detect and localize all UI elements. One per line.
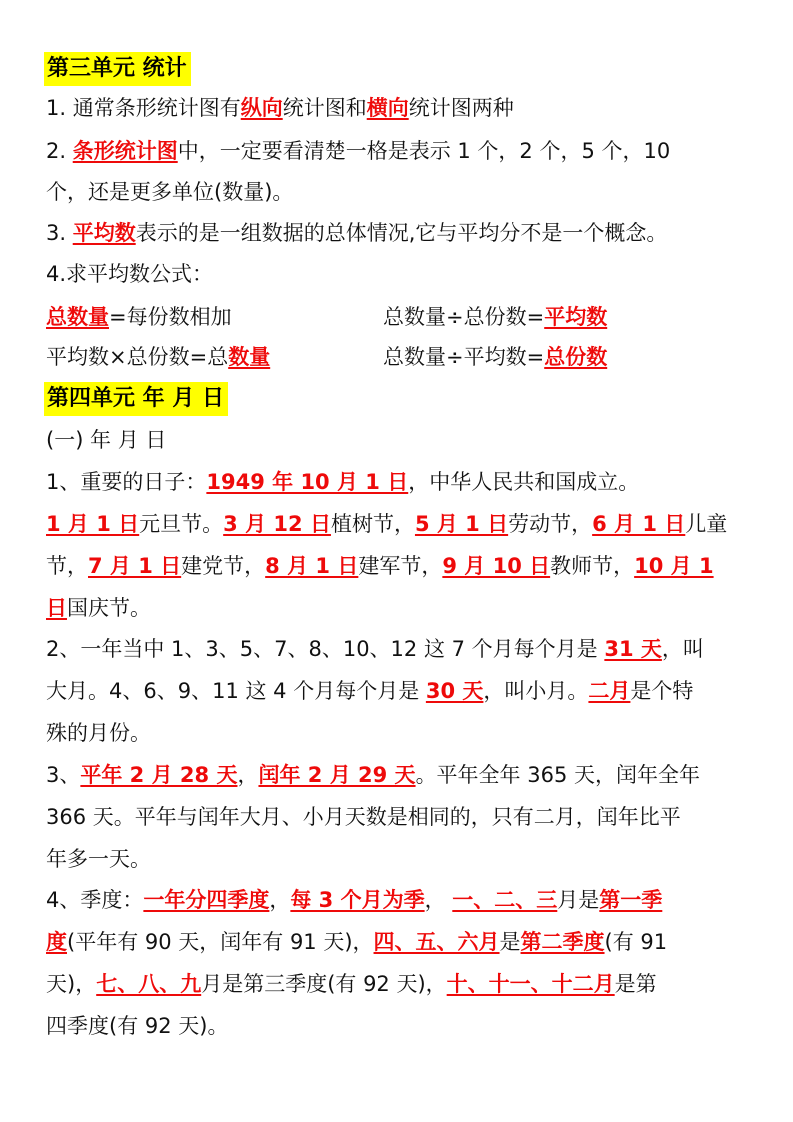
- text: 大月。4、6、9、11 这 4 个月每个月是: [46, 679, 426, 703]
- text: 劳动节，: [508, 512, 593, 536]
- keyword: 总数量: [46, 305, 109, 329]
- text: 2.: [46, 139, 73, 163]
- keyword: 5 月 1 日: [414, 512, 509, 536]
- season-line-3: [46, 969, 766, 999]
- keyword: 一年分四季度: [143, 888, 270, 912]
- keyword: 平均数: [72, 221, 136, 245]
- text: 节，: [46, 554, 88, 578]
- unit4-heading: 第四单元 年 月 日: [44, 382, 228, 416]
- keyword: 31 天: [604, 637, 662, 661]
- keyword: 纵向: [240, 96, 283, 120]
- keyword: 总份数: [544, 345, 608, 369]
- date-line-2: [46, 509, 766, 539]
- keyword: 日: [46, 596, 67, 620]
- keyword: 1 月 1 日: [46, 512, 140, 536]
- text: 3.: [46, 221, 73, 245]
- keyword: 横向: [366, 96, 409, 120]
- text: 表示的是一组数据的总体情况,它与平均分不是一个概念。: [135, 221, 668, 245]
- keyword: 平均数: [544, 305, 608, 329]
- season-line-2: [46, 927, 766, 957]
- text: =每份数相加: [109, 305, 232, 329]
- keyword: 3 月 12 日: [223, 512, 331, 536]
- text: ，叫小月。: [483, 679, 589, 703]
- text: 是个特: [630, 679, 694, 703]
- text: ，叫: [661, 637, 704, 661]
- keyword: 平年 2 月 28 天: [80, 763, 238, 787]
- stat-line-1: [46, 93, 766, 123]
- formula-row-1b: [383, 302, 763, 332]
- text: 教师节，: [550, 554, 635, 578]
- text: (平年有 90 天，闰年有 91 天)，: [67, 930, 374, 954]
- season-line-1: [46, 885, 766, 915]
- text: 国庆节。: [67, 596, 151, 620]
- keyword: 闰年 2 月 29 天: [258, 763, 416, 787]
- keyword: 1949 年 10 月 1 日: [206, 470, 409, 494]
- keyword: 七、八、九: [96, 972, 202, 996]
- text: 月是第三季度(有 92 天)，: [201, 972, 447, 996]
- date-line-1: [46, 467, 766, 497]
- month-line-1: [46, 634, 766, 664]
- keyword: 数量: [228, 345, 271, 369]
- stat-line-3: 个，还是更多单位(数量)。: [46, 180, 294, 204]
- text: 建党节，: [181, 554, 266, 578]
- text: ，: [269, 888, 291, 912]
- text: 2、一年当中 1、3、5、7、8、10、12 这 7 个月每个月是: [46, 637, 605, 661]
- text: 天)，: [46, 972, 97, 996]
- text: 平均数×总份数=总: [46, 345, 229, 369]
- stat-line-5: 4.求平均数公式：: [46, 262, 214, 286]
- season-line-4: 四季度(有 92 天)。: [46, 1014, 229, 1038]
- text: 建军节，: [358, 554, 443, 578]
- keyword: 第二季度: [520, 930, 605, 954]
- text: 1. 通常条形统计图有: [46, 96, 241, 120]
- section-subtitle: (一) 年 月 日: [46, 428, 167, 452]
- text: 1、重要的日子：: [46, 470, 207, 494]
- year-line-2: 366 天。平年与闰年大月、小月天数是相同的，只有二月，闰年比平: [46, 805, 681, 829]
- text: 统计图和: [282, 96, 367, 120]
- keyword: 每 3 个月为季: [290, 888, 425, 912]
- text: 4、季度：: [46, 888, 144, 912]
- month-line-3: 殊的月份。: [46, 721, 151, 745]
- text: 儿童: [685, 512, 728, 536]
- keyword: 度: [46, 930, 67, 954]
- text: 中，一定要看清楚一格是表示 1 个，2 个，5 个，10: [177, 139, 671, 163]
- text: 植树节，: [330, 512, 415, 536]
- keyword: 第一季: [599, 888, 663, 912]
- text: 月是: [557, 888, 600, 912]
- keyword: 8 月 1 日: [265, 554, 359, 578]
- text: 总数量÷总份数=: [383, 305, 545, 329]
- keyword: 条形统计图: [72, 139, 178, 163]
- keyword: 9 月 10 日: [442, 554, 551, 578]
- year-line-3: 年多一天。: [46, 847, 151, 871]
- keyword: 十、十一、十二月: [446, 972, 615, 996]
- keyword: 10 月 1: [634, 554, 714, 578]
- text: ，: [424, 888, 453, 912]
- date-line-3: [46, 551, 766, 581]
- text: 。平年全年 365 天，闰年全年: [415, 763, 700, 787]
- unit3-heading: 第三单元 统计: [44, 52, 191, 86]
- text: 元旦节。: [139, 512, 224, 536]
- keyword: 二月: [588, 679, 631, 703]
- keyword: 30 天: [425, 679, 484, 703]
- text: ，中华人民共和国成立。: [408, 470, 640, 494]
- keyword: 一、二、三: [452, 888, 558, 912]
- text: 统计图两种: [408, 96, 514, 120]
- text: 3、: [46, 763, 81, 787]
- keyword: 6 月 1 日: [592, 512, 686, 536]
- keyword: 7 月 1 日: [88, 554, 182, 578]
- stat-line-4: [46, 218, 766, 248]
- text: ，: [237, 763, 259, 787]
- keyword: 四、五、六月: [373, 930, 500, 954]
- month-line-2: [46, 676, 766, 706]
- text: 是: [499, 930, 521, 954]
- year-line-1: [46, 760, 766, 790]
- text: 总数量÷平均数=: [383, 345, 545, 369]
- date-line-4: [46, 593, 766, 623]
- text: (有 91: [604, 930, 668, 954]
- text: 是第: [614, 972, 657, 996]
- formula-row-2b: [383, 342, 763, 372]
- stat-line-2: [46, 136, 766, 166]
